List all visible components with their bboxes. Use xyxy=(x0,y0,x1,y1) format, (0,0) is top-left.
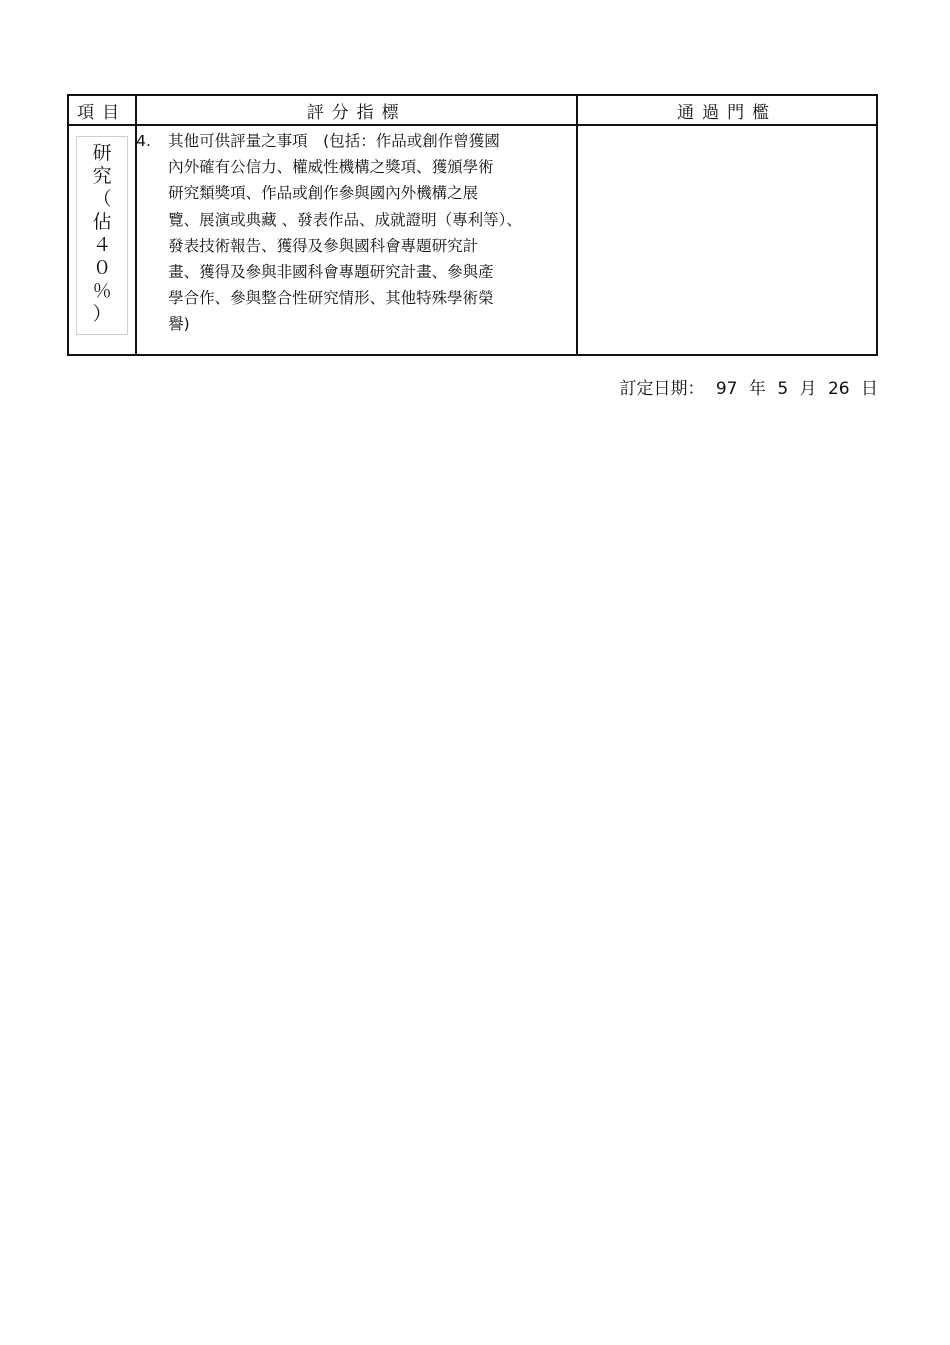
item-char: ０ xyxy=(92,257,112,279)
criteria-line: 其他可供評量之事項 (包括：作品或創作曾獲國 xyxy=(168,132,500,150)
date-month: 5 xyxy=(777,379,789,399)
criteria-line: 內外確有公信力、權威性機構之獎項、獲頒學術 xyxy=(168,158,494,177)
criteria-cell xyxy=(136,125,577,355)
header-threshold: 通過門檻 xyxy=(577,95,877,125)
item-char: ％ xyxy=(92,280,112,302)
date-year-unit: 年 xyxy=(748,379,766,399)
criteria-line: 譽) xyxy=(168,315,190,334)
date-label: 訂定日期： xyxy=(619,379,705,399)
item-char: （ xyxy=(92,188,112,210)
table-header-row xyxy=(68,95,877,125)
item-char: 研 xyxy=(92,142,112,164)
date-month-unit: 月 xyxy=(799,379,817,399)
criteria-item xyxy=(137,128,576,338)
revision-date xyxy=(613,374,878,399)
header-item: 項目 xyxy=(68,95,136,125)
criteria-line: 學合作、參與整合性研究情形、其他特殊學術榮 xyxy=(168,289,494,308)
criteria-line: 畫、獲得及參與非國科會專題研究計畫、參與產 xyxy=(168,263,494,282)
item-char: ） xyxy=(92,303,112,325)
criteria-line: 發表技術報告、獲得及參與國科會專題研究計 xyxy=(168,236,479,255)
table-row xyxy=(68,125,877,355)
date-day-unit: 日 xyxy=(861,379,878,399)
header-criteria: 評分指標 xyxy=(136,95,577,125)
item-char: ４ xyxy=(92,234,112,256)
criteria-line: 研究類獎項、作品或創作參與國內外機構之展 xyxy=(168,184,479,203)
item-char: 佔 xyxy=(92,211,112,233)
criteria-text xyxy=(168,128,576,338)
item-cell xyxy=(68,125,136,355)
date-year: 97 xyxy=(715,379,738,399)
criteria-line: 覽、展演或典藏 、發表作品、成就證明（專利等）、 xyxy=(168,210,522,229)
criteria-table xyxy=(67,94,878,356)
criteria-number: 4. xyxy=(136,132,151,150)
threshold-cell xyxy=(577,125,877,355)
date-day: 26 xyxy=(827,379,850,399)
item-char: 究 xyxy=(92,165,112,187)
item-label-box xyxy=(76,136,128,335)
